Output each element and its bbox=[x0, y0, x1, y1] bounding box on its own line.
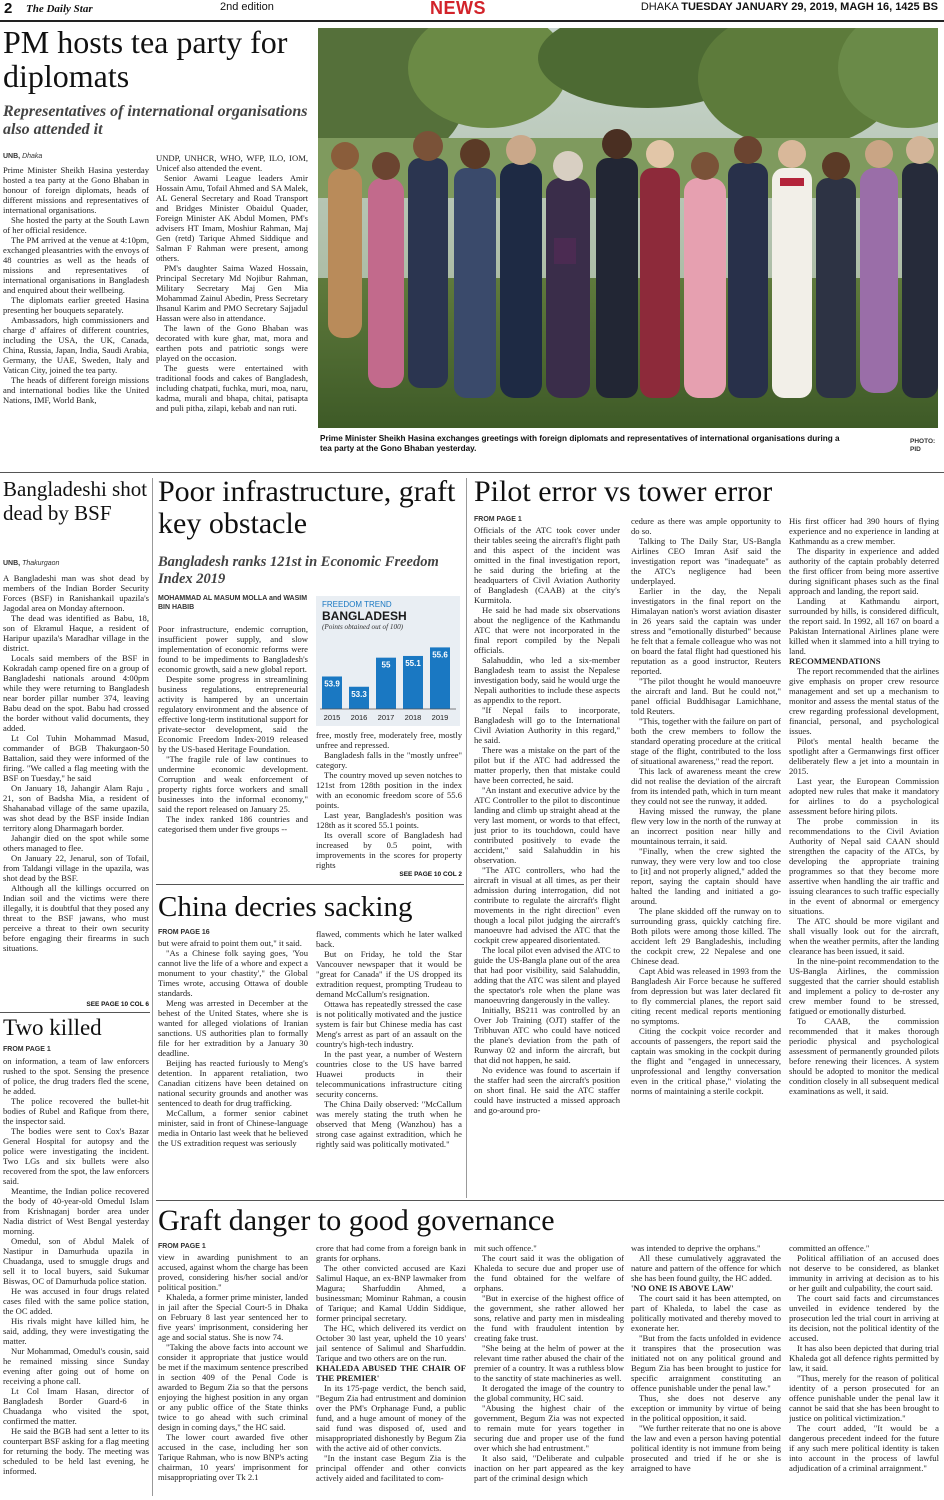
lead-photo-caption: Prime Minister Sheikh Hasina exchanges greetings with foreign diplomats and representatives of international organisations during a tea party at the Gono Bhaban yesterday. bbox=[320, 434, 840, 454]
lead-photo bbox=[318, 28, 938, 428]
page-masthead bbox=[0, 0, 944, 22]
column-rule bbox=[152, 478, 153, 1496]
paragraph: It derogated the image of the country to the global community, HC said. bbox=[474, 1383, 624, 1403]
lead-dateline: Dhaka bbox=[22, 153, 43, 160]
infra-byline: MOHAMMAD AL MASUM MOLLA and WASIM BIN HABIB bbox=[158, 595, 308, 612]
paragraph: Prime Minister Sheikh Hasina yesterday hosted a tea party at the Gono Bhaban in honour of foreign diplomats, heads of different missions and representatives of international organisations. bbox=[3, 165, 149, 215]
paragraph: The court said it has been attempted, on part of Khaleda, to label the case as politically motivated and thereby moved to exonerate her. bbox=[631, 1293, 781, 1333]
china-col-2 bbox=[316, 929, 462, 1192]
pilot-headline: Pilot error vs tower error bbox=[474, 475, 773, 508]
chart-subtitle: BANGLADESH bbox=[322, 609, 407, 623]
paragraph: The lawn of the Gono Bhaban was decorated with kure ghar, mat, mora and earthen pots and patriotic songs were played on the occasion. bbox=[156, 323, 308, 363]
paragraph: "She being at the helm of power at the relevant time rather abused the chair of the premier of a country. It was a ruthless blow to the sanctity of state machineries as well. bbox=[474, 1343, 624, 1383]
paragraph: Its overall score of Bangladesh had increased by 0.5 point, with improvements in the scores for property rights bbox=[316, 830, 462, 870]
paragraph: McCallum, a former senior cabinet minister, said in front of Chinese-language media in Ontario last week that he believed the US extradition request was seriously bbox=[158, 1108, 308, 1148]
freedom-trend-chart bbox=[316, 596, 460, 726]
paragraph: He said the BGB had sent a letter to its counterpart BSF asking for a flag meeting for returning the body. The meeting was scheduled to be held last evening, he informed. bbox=[3, 1426, 149, 1476]
chart-category-label: 2018 bbox=[404, 713, 422, 722]
paragraph: On January 22, Jenarul, son of Tofail, from Taldangi village in the upazila, was shot dead by the BSF. bbox=[3, 853, 149, 883]
paragraph: Initially, BS211 was controlled by an Over Job Training (OJT) staffer of the Tribhuvan ATC who could have noticed the plane's deviation from the path of Runway 02 and inform the aircraft, but that did not happen, he said. bbox=[474, 1005, 620, 1065]
bsf-body bbox=[3, 573, 149, 997]
bsf-byline: UNB, Thakurgaon bbox=[3, 560, 60, 567]
infra-col-2 bbox=[316, 730, 462, 870]
section-divider bbox=[0, 1012, 150, 1013]
paragraph: The other convicted accused are Kazi Salimul Haque, an ex-BNP lawmaker from Magura; Sharfuddin Ahmed, a businessman; Mominur Rahman, a cousin of Tarique; and Kamal Uddin Siddique, former principal secretary. bbox=[316, 1263, 466, 1323]
chart-note: (Points obtained out of 100) bbox=[322, 623, 404, 631]
section-divider bbox=[0, 472, 944, 473]
paragraph: KHALEDA ABUSED THE CHAIR OF THE PREMIER' bbox=[316, 1363, 466, 1383]
paragraph: "The ATC controllers, who had the aircraft in visual at all times, as per their admission during interrogation, did not contribute to regulate the aircraft's flight movements in the right direction" even though a local pilot judging the aircraft's manoeuvre had advised the ATC that the cockpit crew appeared disorientated. bbox=[474, 865, 620, 945]
paragraph: Thus, she does not deserve any exception or immunity by virtue of being in the political opposition, it said. bbox=[631, 1393, 781, 1423]
paragraph: but were afraid to point them out," it said. bbox=[158, 938, 302, 948]
bsf-dateline: Thakurgaon bbox=[22, 560, 60, 567]
paragraph: "Thus, merely for the reason of political identity of a person prosecuted for an offence punishable under the penal law it cannot be said that she has been brought to justice on political victimization." bbox=[789, 1373, 939, 1423]
paragraph: The disparity in experience and added authority of the captain probably deterred the first officer from being more assertive during significant phases such as the final approach and landing, the report said. bbox=[789, 546, 939, 596]
paragraph: Bangladesh falls in the "mostly unfree" category. bbox=[316, 750, 462, 770]
paragraph: "Finally, when the crew sighted the runway, they were very low and too close to [it] and not properly aligned," added the report, saying the captain should have halted the landing and initiated a go-around. bbox=[631, 846, 781, 906]
pilot-col-2 bbox=[631, 516, 781, 1197]
paper-name: The Daily Star bbox=[26, 3, 93, 15]
chart-category-label: 2017 bbox=[377, 713, 395, 722]
paragraph: Citing the cockpit voice recorder and accounts of passengers, the report said the captain was smoking in the cockpit during the flight and "engaged in unnecessary, unprofessional and lengthy conversation even in the critical phase," violating the norms of maintaining a sterile cockpit. bbox=[631, 1026, 781, 1096]
paragraph: "But in exercise of the highest office of the government, she rather allowed her sons, relative and party men in misdealing the fund with fraudulent intention by creating fake trust. bbox=[474, 1293, 624, 1343]
paragraph: "If Nepal fails to incorporate, Bangladesh will go to the International Civil Aviation Authority in this regard," he said. bbox=[474, 705, 620, 745]
graft-col-1 bbox=[158, 1252, 308, 1498]
paragraph: He was accused in four drugs related cases filed with the same police station, the OC added. bbox=[3, 1286, 149, 1316]
paragraph: The China Daily observed: "McCallum was merely stating the truth when he observed that Meng (Wanzhou) has a strong case against extradition, which he rightly said was politically motivated." bbox=[316, 1099, 462, 1149]
paragraph: "As a Chinese folk saying goes, 'You cannot live the life of a whore and expect a monument to your chastity'," the Global Times wrote, accusing Ottawa of double standards. bbox=[158, 948, 308, 998]
paragraph: Capt Abid was released in 1993 from the Bangladesh Air Force because he suffered from depression but was later declared fit to fly commercial planes, the report said citing recent medical reports mentioning no symptoms. bbox=[631, 966, 781, 1026]
paragraph: 'NO ONE IS ABOVE LAW' bbox=[631, 1283, 734, 1293]
column-rule bbox=[466, 478, 467, 1198]
chart-category-label: 2016 bbox=[350, 713, 368, 722]
lead-col-1 bbox=[3, 165, 149, 459]
two-killed-headline: Two killed bbox=[3, 1015, 102, 1040]
paragraph: The local pilot even advised the ATC to guide the US-Bangla plane out of the area that had poor visibility, said Salahuddin, adding that the ATC was silent and played the spectator's role when the plane was manoeuvring dangerously in the valley. bbox=[474, 945, 620, 1005]
paragraph: The plane skidded off the runway on to surrounding grass, quickly catching fire. Both pilots were among those killed. The accident left 29 Bangladeshis, including the cockpit crew, 22 Nepalese and one Chinese dead. bbox=[631, 906, 781, 966]
lead-byline-agency: UNB bbox=[3, 153, 19, 160]
pilot-col-3 bbox=[789, 516, 939, 1197]
paragraph: free, mostly free, moderately free, mostly unfree and repressed. bbox=[316, 730, 462, 750]
graft-from: FROM PAGE 1 bbox=[158, 1243, 206, 1250]
paragraph: cedure as there was ample opportunity to do so. bbox=[631, 516, 781, 536]
paragraph: Beijing has reacted furiously to Meng's detention. In apparent retaliation, two Canadian citizens have been detained on national security grounds and another was sentenced to death for drug trafficking. bbox=[158, 1058, 308, 1108]
paragraph: The dead was identified as Babu, 18, son of Ekramul Haque, a resident of Haripur upazila's Maradhar village in the district. bbox=[3, 613, 149, 653]
infra-col-1 bbox=[158, 624, 308, 878]
bsf-headline: Bangladeshi shot dead by BSF bbox=[3, 477, 148, 525]
paragraph: Jahangir died on the spot while some others managed to flee. bbox=[3, 833, 149, 853]
paragraph: The bodies were sent to Cox's Bazar General Hospital for autopsy and the police were investigating the incident. Two LGs and six bullets were also recovered from the spot, the law enforcers said. bbox=[3, 1126, 149, 1186]
paragraph: mit such offence." bbox=[474, 1243, 537, 1253]
paragraph: To CAAB, the commission recommended that it makes thorough periodic physical and psychological assessment of permanently grounded pilots before renewing their licences. A system should be adopted to monitor the medical condition closely in all subsequent medical examinations as well, it said. bbox=[789, 1016, 939, 1096]
paragraph: The country moved up seven notches to 121st from 128th position in the index with an economic freedom score of 55.6 points. bbox=[316, 770, 462, 810]
tea-party-photo-illustration bbox=[318, 28, 938, 428]
paragraph: Last year, Bangladesh's position was 128th as it scored 55.1 points. bbox=[316, 810, 462, 830]
paragraph: Last year, the European Commission adopted new rules that make it mandatory for airlines to do a psychological assessment before hiring pilots. bbox=[789, 776, 939, 816]
lead-deck: Representatives of international organisations also attended it bbox=[3, 103, 308, 139]
paragraph: The diplomats earlier greeted Hasina presenting her bouquets separately. bbox=[3, 295, 149, 315]
two-killed-from: FROM PAGE 1 bbox=[3, 1046, 51, 1053]
graft-col-3 bbox=[474, 1243, 624, 1498]
paragraph: Political affiliation of an accused does not deserve to be considered, as blanket immunity in arriving at decision as to his or her guilt and culpability, the court said. bbox=[789, 1253, 939, 1293]
paragraph: PM's daughter Saima Wazed Hossain, Principal Secretary Md Nojibur Rahman, Military Secretary Maj Gen Mia Mohammad Zainul Abedin, Press Secretary Ihsanul Karim and PMO Secretary Sajjadul Hassan were also in attendance. bbox=[156, 263, 308, 323]
paragraph: Lt Col Imam Hasan, director of Bangladesh Border Guard-6 in Chuadanga who visited the spot, confirmed the matter. bbox=[3, 1386, 149, 1426]
paragraph: "The pilot thought he would manoeuvre the aircraft and land. But he could not," panel official Buddhisagar Lamichhane, told Reuters. bbox=[631, 676, 781, 716]
paragraph: view in awarding punishment to an accused, against whom the charge has been proved, considering his/her social and/or political position." bbox=[158, 1252, 308, 1292]
paragraph: It has also been depicted that during trial Khaleda got all defence rights permitted by law, it said. bbox=[789, 1343, 939, 1373]
paragraph: "The fragile rule of law continues to undermine economic development. Corruption and weak enforcement of property rights force workers and small businesses into the informal economy," said the report released on January 25. bbox=[158, 754, 308, 814]
paragraph: UNDP, UNHCR, WHO, WFP, ILO, IOM, Unicef also attended the event. bbox=[156, 153, 308, 173]
graft-col-2 bbox=[316, 1243, 466, 1498]
paragraph: Meantime, the Indian police recovered the body of 40-year-old Omedul Islam from Krishnaganj border area under Nadia district of West Bengal yesterday morning. bbox=[3, 1186, 149, 1236]
paragraph: on information, a team of law enforcers rushed to the spot. Sensing the presence of police, the drug traders fled the scene, he added. bbox=[3, 1056, 149, 1096]
paragraph: The probe commission in its recommendations to the Civil Aviation Authority of Nepal said CAAN should strengthen the capacity of the ATCs, by developing the appropriate training programmes so that they become more assertive when handling the air traffic and issuing clearances to such traffic especially in the event of abnormal or emergency situations. bbox=[789, 816, 939, 916]
lead-col-2 bbox=[156, 153, 308, 459]
paragraph: "This, together with the failure on part of both the crew members to follow the standard operating procedure at the critical stage of the flight, contributed to the loss of situational awareness," read the report. bbox=[631, 716, 781, 766]
chart-value-label: 55.6 bbox=[432, 650, 448, 660]
paragraph: A Bangladeshi man was shot dead by members of the Indian Border Security Forces (BSF) in Ranishankail upazila's Jagodal area on Monday afternoon. bbox=[3, 573, 149, 613]
paragraph: Having missed the runway, the plane flew very low in the north of the runway at an incorrect position near hilly and mountainous terrain, it said. bbox=[631, 806, 781, 846]
paragraph: No evidence was found to ascertain if the staffer had seen the aircraft's position on short final. He said the ATC staffer could have instructed a missed approach and go-around pro- bbox=[474, 1065, 620, 1115]
chart-title: FREEDOM TREND bbox=[322, 600, 392, 609]
paragraph: "In the instant case Begum Zia is the principal offender and other convicts actively aided and facilitated to com- bbox=[316, 1453, 466, 1483]
pilot-col-1 bbox=[474, 525, 620, 1197]
paragraph: flawed, comments which he later walked back. bbox=[316, 929, 462, 949]
date-text: TUESDAY JANUARY 29, 2019, MAGH 16, 1425 BS bbox=[681, 1, 938, 13]
page-number: 2 bbox=[4, 0, 13, 17]
paragraph: But on Friday, he told the Star Vancouver newspaper that it would be "great for Canada" if the US dropped its extradition request, prompting Trudeau to demand McCallum's resignation. bbox=[316, 949, 462, 999]
paragraph: "But from the facts unfolded in evidence it transpires that the prosecution was initiated not on any political ground and Begum Zia has been brought to justice for specific arraignment constituting an offence punishable under the penal law." bbox=[631, 1333, 781, 1393]
paragraph: The ATC should be more vigilant and shall visually look out for the aircraft, when the weather permits, after the landing clearance has been issued, it said. bbox=[789, 916, 939, 956]
chart-value-label: 55.1 bbox=[405, 658, 421, 668]
paragraph: was intended to deprive the orphans." bbox=[631, 1243, 761, 1253]
photo-credit: PHOTO: PID bbox=[910, 438, 936, 453]
paragraph: His first officer had 390 hours of flying experience and no experience in landing at Kathmandu as a crew member. bbox=[789, 516, 939, 546]
paragraph: RECOMMENDATIONS bbox=[789, 656, 881, 666]
paragraph: In the past year, a number of Western countries close to the US have barred Huawei products in their telecommunications infrastructure citing security concerns. bbox=[316, 1049, 462, 1099]
paragraph: The lower court awarded five other accused in the case, including her son Tarique Rahman, who is now BNP's acting chairman, 10 years' imprisonment for misappropriating over Tk 2.1 bbox=[158, 1432, 308, 1482]
paragraph: Pilot's mental health became the spotlight after a Germanwings first officer deliberately flew a jet into a mountain in 2015. bbox=[789, 736, 939, 776]
paragraph: The court added, "It would be a dangerous precedent indeed for the future if any such mere political identity is taken into account in the process of lawful adjudication of a criminal arraignment." bbox=[789, 1423, 939, 1473]
chart-category-label: 2015 bbox=[323, 713, 341, 722]
paragraph: It also said, "Deliberate and culpable inaction on her part appeared as the key part of the criminal design which bbox=[474, 1453, 624, 1483]
paragraph: She hosted the party at the South Lawn of her official residence. bbox=[3, 215, 149, 235]
paragraph: "Abusing the highest chair of the government, Begum Zia was not expected to remain mute for years together in securing due and proper use of the fund over which she had entrustment." bbox=[474, 1403, 624, 1453]
china-headline: China decries sacking bbox=[158, 891, 413, 923]
dateline-header bbox=[641, 1, 938, 13]
paragraph: Nur Mohammad, Omedul's cousin, said he remained missing since Sunday evening after going out of home on receiving a phone call. bbox=[3, 1346, 149, 1386]
paragraph: Senior Awami League leaders Amir Hossain Amu, Tofail Ahmed and SA Malek, AL General Secretary and Road Transport and Bridges Minister Obaidul Quader, Foreign Minister AK Abdul Momen, PM's advisers HT Imam, Moshiur Rahman, Maj Gen (retd) Tarique Ahmed Siddique and Salman F Rahman were present, among others. bbox=[156, 173, 308, 263]
paragraph: The guests were entertained with traditional foods and cakes of Bangladesh, including chatpati, fuchka, muri, moa, naru, kadma, murali and bhapa, chitai, patisapta and puli pitha, zilapi, kebab and nan ruti. bbox=[156, 363, 308, 413]
paragraph: This lack of awareness meant the crew did not realise the deviation of the aircraft from its intended path, which in turn meant they could not see the runway, it added. bbox=[631, 766, 781, 806]
infra-headline: Poor infrastructure, graft key obstacle bbox=[158, 475, 456, 541]
graft-headline: Graft danger to good governance bbox=[158, 1204, 555, 1237]
paragraph: The court said facts and circumstances unveiled in evidence tendered by the prosecution led the trial court in arriving at its decision, not the political identity of the accused. bbox=[789, 1293, 939, 1343]
paragraph: Talking to The Daily Star, US-Bangla Airlines CEO Imran Asif said the investigation report was "inadequate" as the ATC's negligence had been underplayed. bbox=[631, 536, 781, 586]
paragraph: There was a mistake on the part of the pilot but if the ATC had addressed the matter properly, then that mistake could have been corrected, he said. bbox=[474, 745, 620, 785]
paragraph: In its 175-page verdict, the bench said, "Begum Zia had entrustment and dominion over the PM's Orphanage Fund, a public fund, and a huge amount of money of the said fund was disposed of, used and misappropriated dishonestly by Begum Zia with the active aid of other convicts. bbox=[316, 1383, 466, 1453]
paragraph: The PM arrived at the venue at 4:10pm, exchanged pleasantries with the envoys of 48 countries as well as the heads of missions and representatives of international organisations in Bangladesh and enquired about their wellbeing. bbox=[3, 235, 149, 295]
paragraph: Despite some progress in streamlining business regulations, entrepreneurial activity is hampered by an uncertain regulatory environment and the absence of effective long-term institutional support for private-sector development, said the Economic Freedom Index-2019 released by the US-based Heritage Foundation. bbox=[158, 674, 308, 754]
paragraph: Ambassadors, high commissioners and charge d' affaires of different countries, including the USA, the UK, Canada, China, Russia, Japan, India, Saudi Arabia, Germany, the UAE, Sweden, Italy and Vatican City, joined the tea party. bbox=[3, 315, 149, 375]
section-divider bbox=[156, 884, 464, 885]
paragraph: His rivals might have killed him, he said, adding, they were investigating the matter. bbox=[3, 1316, 149, 1346]
china-col-1 bbox=[158, 938, 308, 1192]
paragraph: Officials of the ATC took cover under their tables seeing the aircraft's flight path and this aspect of the incident was omitted in the final investigation report, he said during the briefing at the headquarters of Civil Aviation Authority of Bangladesh (CAAB) at the city's Kurmitola. bbox=[474, 525, 620, 605]
paragraph: Omedul, son of Abdul Malek of Nastipur in Damurhuda upazila in Chuadanga, used to smuggle drugs and sell it to local buyers, said Sukumar Biswas, OC of Damurhuda police station. bbox=[3, 1236, 149, 1286]
chart-bars bbox=[320, 647, 456, 722]
graft-col-5 bbox=[789, 1243, 939, 1498]
paragraph: The report recommended that the airlines give emphasis on proper crew resource management and set up a mechanism to monitor and assess the mental status of the crew regarding professional development, financial, personal, and psychological issues. bbox=[789, 666, 939, 736]
freedom-trend-chart-svg bbox=[316, 596, 460, 726]
paragraph: Although all the killings occurred on Indian soil and the victims were there illegally, it is doubtful that they posed any threat to the BSF jawans, who must perceive a threat to their own security before engaging their firearms in such situations. bbox=[3, 883, 149, 953]
graft-col-4 bbox=[631, 1243, 781, 1498]
paragraph: Ottawa has repeatedly stressed the case is not politically motivated and the justice system is fair but Chinese media has cast Meng's arrest as part of an assault on the country's high-tech industry. bbox=[316, 999, 462, 1049]
paragraph: "An instant and executive advice by the ATC Controller to the pilot to discontinue landing and climb up straight ahead at the very last moment, or words to that effect, just prior to its touchdown, could have contributed positively to evade the accident," said Salahuddin in his observation. bbox=[474, 785, 620, 865]
paragraph: The police recovered the bullet-hit bodies of Rubel and Rafique from there, the inspector said. bbox=[3, 1096, 149, 1126]
paragraph: Khaleda, a former prime minister, landed in jail after the Special Court-5 in Dhaka on February 8 last year sentenced her to five years' imprisonment, considering her age and social status. She is now 74. bbox=[158, 1292, 308, 1342]
china-from: FROM PAGE 16 bbox=[158, 929, 210, 936]
paragraph: crore that had come from a foreign bank in grants for orphans. bbox=[316, 1243, 466, 1263]
chart-value-label: 53.9 bbox=[324, 679, 340, 689]
paragraph: "We further reiterate that no one is above the law and even a person having potential political identity is not immune from being prosecuted and tried if he or she is arraigned to have bbox=[631, 1423, 781, 1473]
bsf-byline-agency: UNB bbox=[3, 560, 19, 567]
paragraph: "Taking the above facts into account we consider it appropriate that justice would be met if the maximum sentence prescribed in section 409 of the Penal Code is awarded to Begum Zia so that the persons enjoying the highest position in any organ or any public office of the State thinks twice to go ahead with such criminal design in coming days," the HC said. bbox=[158, 1342, 308, 1432]
bsf-jump-link[interactable]: SEE PAGE 10 COL 6 bbox=[86, 1001, 149, 1008]
paragraph: Salahuddin, who led a six-member Bangladesh team to assist the Nepalese investigation body, said he would urge the Nepali authorities to include these aspects as appendix to the report. bbox=[474, 655, 620, 705]
paragraph: All these cumulatively aggravated the nature and pattern of the offence for which she has been found guilty, the HC added. bbox=[631, 1253, 781, 1283]
paragraph: Locals said members of the BSF in Kokradah camp opened fire on a group of Bangladeshi nationals around 4:00pm while they were returning to Bangladesh near border pillar number 374, leaving Babu dead on the spot. Babu had crossed the border without valid documents, they added. bbox=[3, 653, 149, 733]
chart-value-label: 53.3 bbox=[351, 689, 367, 699]
lead-headline: PM hosts tea party for diplomats bbox=[3, 24, 288, 94]
section-divider bbox=[156, 1200, 944, 1201]
paragraph: In the nine-point recommendation to the US-Bangla Airlines, the commission suggested that the carrier should establish and implement a policy to de-roster any crew member found to be stressed, fatigued or emotionally disturbed. bbox=[789, 956, 939, 1016]
paragraph: The court said it was the obligation of Khaleda to secure due and proper use of the fund obtained for the welfare of orphans. bbox=[474, 1253, 624, 1293]
paragraph: Lt Col Tuhin Mohammad Masud, commander of BGB Thakurgaon-50 Battalion, said they were informed of the firing. "We called a flag meeting with the BSF on Tuesday," he said bbox=[3, 733, 149, 783]
edition-label: 2nd edition bbox=[220, 1, 274, 13]
chart-category-label: 2019 bbox=[431, 713, 449, 722]
paragraph: The heads of different foreign missions and international bodies like the United Nations, IMF, World Bank, bbox=[3, 375, 149, 405]
paragraph: Meng was arrested in December at the behest of the United States, where she is wanted for alleged violations of Iranian sanctions. US authorities plan to formally file for her extradition by a January 30 deadline. bbox=[158, 998, 308, 1058]
lead-byline: UNB, Dhaka bbox=[3, 153, 43, 160]
paragraph: Earlier in the day, the Nepali investigators in the final report on the Himalayan nation's worst aviation disaster in 26 years said the captain was under stress and "emotionally disturbed" because he felt that a female colleague who was not on board the fatal flight had questioned his reputation as a good instructor, Reuters reported. bbox=[631, 586, 781, 676]
date-city: DHAKA bbox=[640, 1, 679, 13]
two-killed-body bbox=[3, 1056, 149, 1496]
paragraph: He said he had made six observations about the negligence of the Kathmandu ATC that were not incorporated in the final report compiled by the Nepali officials. bbox=[474, 605, 620, 655]
paragraph: Landing at Kathmandu airport, surrounded by hills, is considered difficult, the report said. In 1992, all 167 on board a Pakistan International Airlines plane were killed when it slammed into a hill trying to land. bbox=[789, 596, 939, 656]
paragraph: The HC, which delivered its verdict on October 30 last year, upheld the 10 years' jail sentence of Salimul and Sharfuddin. Tarique and two others are on the run. bbox=[316, 1323, 466, 1363]
paragraph: On January 18, Jahangir Alam Raju , 21, son of Badsha Mia, a resident of Shahanabad village of the same upazila, was shot dead by the BSF inside Indian territory along Dharmagarh border. bbox=[3, 783, 149, 833]
section-label: NEWS bbox=[430, 0, 486, 18]
paragraph: The index ranked 186 countries and categorised them under five groups -- bbox=[158, 814, 308, 834]
pilot-from: FROM PAGE 1 bbox=[474, 516, 522, 523]
paragraph: committed an offence." bbox=[789, 1243, 870, 1253]
infra-deck: Bangladesh ranks 121st in Economic Freedom Index 2019 bbox=[158, 554, 439, 587]
infra-jump-link[interactable]: SEE PAGE 10 COL 2 bbox=[399, 871, 462, 878]
chart-value-label: 55 bbox=[381, 660, 391, 670]
paragraph: Poor infrastructure, endemic corruption, insufficient power supply, and slow implementation of economic reforms were found to be impediments to Bangladesh's economic growth, said a new global report. bbox=[158, 624, 308, 674]
